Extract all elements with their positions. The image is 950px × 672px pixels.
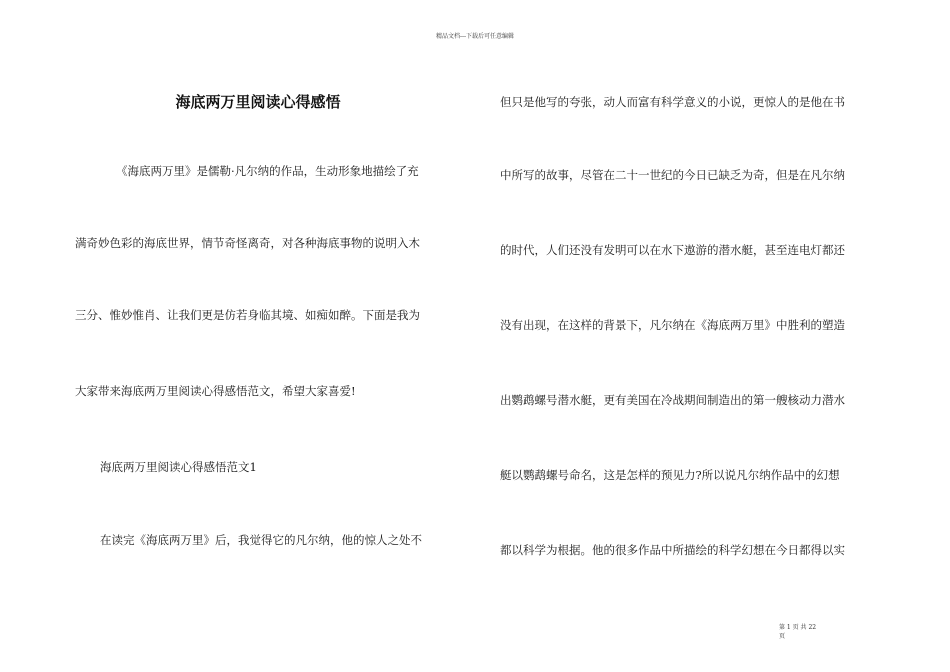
paragraph-line: 三分、惟妙惟肖、让我们更是仿若身临其境、如痴如醉。下面是我为	[75, 308, 420, 322]
paragraph-line: 在读完《海底两万里》后，我觉得它的凡尔纳，他的惊人之处不	[100, 533, 422, 547]
paragraph-line: 中所写的故事，尽管在二十一世纪的今日已缺乏为奇，但是在凡尔纳	[500, 168, 845, 182]
paragraph-line: 都以科学为根据。他的很多作品中所描绘的科学幻想在今日都得以实	[500, 543, 845, 557]
paragraph-line: 艇以鹦鹉螺号命名，这是怎样的预见力?所以说凡尔纳作品中的幻想	[500, 468, 840, 482]
paragraph-line: 没有出现，在这样的背景下，凡尔纳在《海底两万里》中胜利的塑造	[500, 318, 845, 332]
paragraph-line: 大家带来海底两万里阅读心得感悟范文，希望大家喜爱!	[75, 384, 356, 398]
header-note: 精品文档---下载后可任意编辑	[435, 33, 515, 40]
paragraph-line: 的时代，人们还没有发明可以在水下遨游的潜水艇，甚至连电灯都还	[500, 243, 845, 257]
paragraph-line: 《海底两万里》是儒勒·凡尔纳的作品，生动形象地描绘了充	[116, 164, 419, 178]
page-number-line: 页	[779, 633, 786, 640]
section-heading: 海底两万里阅读心得感悟范文1	[100, 460, 257, 474]
document-title: 海底两万里阅读心得感悟	[175, 93, 341, 111]
paragraph-line: 出鹦鹉螺号潜水艇，更有美国在冷战期间制造出的第一艘核动力潜水	[500, 393, 845, 407]
page-number-line: 第 1 页 共 22	[779, 624, 817, 631]
page-number	[779, 623, 839, 641]
paragraph-line: 但只是他写的夸张，动人而富有科学意义的小说，更惊人的是他在书	[500, 95, 845, 109]
paragraph-line: 满奇妙色彩的海底世界，情节奇怪离奇，对各种海底事物的说明入木	[75, 236, 420, 250]
